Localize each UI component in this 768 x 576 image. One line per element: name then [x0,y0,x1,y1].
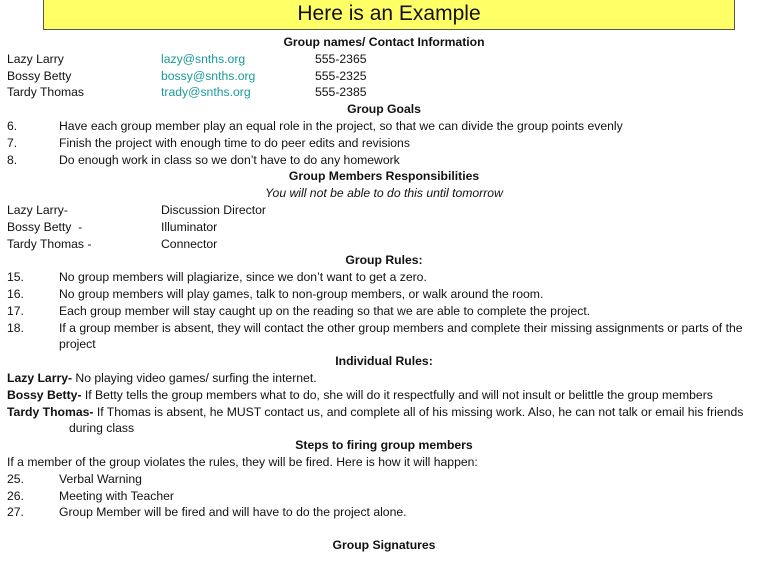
responsibility-row [7,219,761,236]
contact-row [7,68,761,85]
goal-number: 7. [7,135,18,150]
individual-text: No playing video games/ surfing the internet. [72,370,317,385]
document-body [7,34,761,554]
contact-phone: 555-2365 [315,51,367,66]
responsibility-row [7,202,761,219]
individual-name: Lazy Larry- [7,370,73,385]
goals-heading: Group Goals [347,102,421,117]
goal-number: 6. [7,118,18,133]
contact-row [7,84,761,101]
individual-name: Tardy Thomas- [7,404,94,419]
individual-text: If Thomas is absent, he MUST contact us, and complete all of his missing work. Also, he can not talk or email his friends during class [69,404,744,436]
rule-item [7,320,761,354]
firing-step [7,471,761,488]
rule-number: 16. [7,286,24,301]
rule-text: Each group member will stay caught up on the reading so that we are able to complete the project. [59,303,591,318]
contact-phone: 555-2385 [315,85,367,100]
firing-step-text: Verbal Warning [59,471,142,486]
firing-step-number: 25. [7,471,24,486]
firing-intro: If a member of the group violates the rules, they will be fired. Here is how it will happen: [7,454,478,469]
contact-phone: 555-2325 [315,68,367,83]
contact-name: Tardy Thomas [7,85,84,100]
individual-rule [7,404,761,438]
rule-item [7,303,761,320]
individual-rule [7,370,761,387]
contact-row [7,51,761,68]
member-role: Connector [161,236,218,251]
firing-step-text: Meeting with Teacher [59,488,174,503]
contact-email[interactable]: lazy@snths.org [161,51,246,66]
member-role: Discussion Director [161,202,266,217]
rules-heading: Group Rules: [345,253,423,268]
rule-number: 15. [7,270,24,285]
rule-text: If a group member is absent, they will contact the other group members and complete their missing assignments or parts of the project [59,320,743,352]
contact-email[interactable]: bossy@snths.org [161,68,256,83]
goal-item [7,135,761,152]
firing-step [7,488,761,505]
goal-item [7,118,761,135]
contact-email[interactable]: trady@snths.org [161,85,251,100]
goal-text: Do enough work in class so we don’t have to do any homework [59,152,400,167]
example-banner: Here is an Example [43,0,735,30]
responsibilities-subheading: You will not be able to do this until tomorrow [265,186,503,201]
signatures-heading: Group Signatures [332,538,436,553]
rule-text: No group members will plagiarize, since we don’t want to get a zero. [59,270,427,285]
firing-step-number: 27. [7,505,24,520]
contact-name: Bossy Betty [7,68,72,83]
responsibilities-heading: Group Members Responsibilities [288,169,480,184]
member-role: Illuminator [161,219,218,234]
rule-item [7,269,761,286]
rule-number: 17. [7,303,24,318]
goal-number: 8. [7,152,18,167]
contact-name: Lazy Larry [7,51,64,66]
individual-text: If Betty tells the group members what to do, she will do it respectfully and will not insult or belittle the group members [81,387,713,402]
rule-item [7,286,761,303]
firing-step-text: Group Member will be fired and will have to do the project alone. [59,505,407,520]
firing-step [7,504,761,521]
rule-text: No group members will play games, talk to non-group members, or walk around the room. [59,286,544,301]
goal-item [7,152,761,169]
firing-heading: Steps to firing group members [295,438,473,453]
responsibility-row [7,236,761,253]
firing-step-number: 26. [7,488,24,503]
individual-rules-heading: Individual Rules: [335,354,433,369]
individual-rule [7,387,761,404]
individual-name: Bossy Betty- [7,387,82,402]
goal-text: Have each group member play an equal role in the project, so that we can divide the group points evenly [59,118,623,133]
rule-number: 18. [7,320,24,335]
goal-text: Finish the project with enough time to do peer edits and revisions [59,135,410,150]
member-name: Bossy Betty - [7,219,83,234]
contacts-heading: Group names/ Contact Information [283,35,485,49]
member-name: Lazy Larry- [7,202,68,217]
member-name: Tardy Thomas - [7,236,92,251]
